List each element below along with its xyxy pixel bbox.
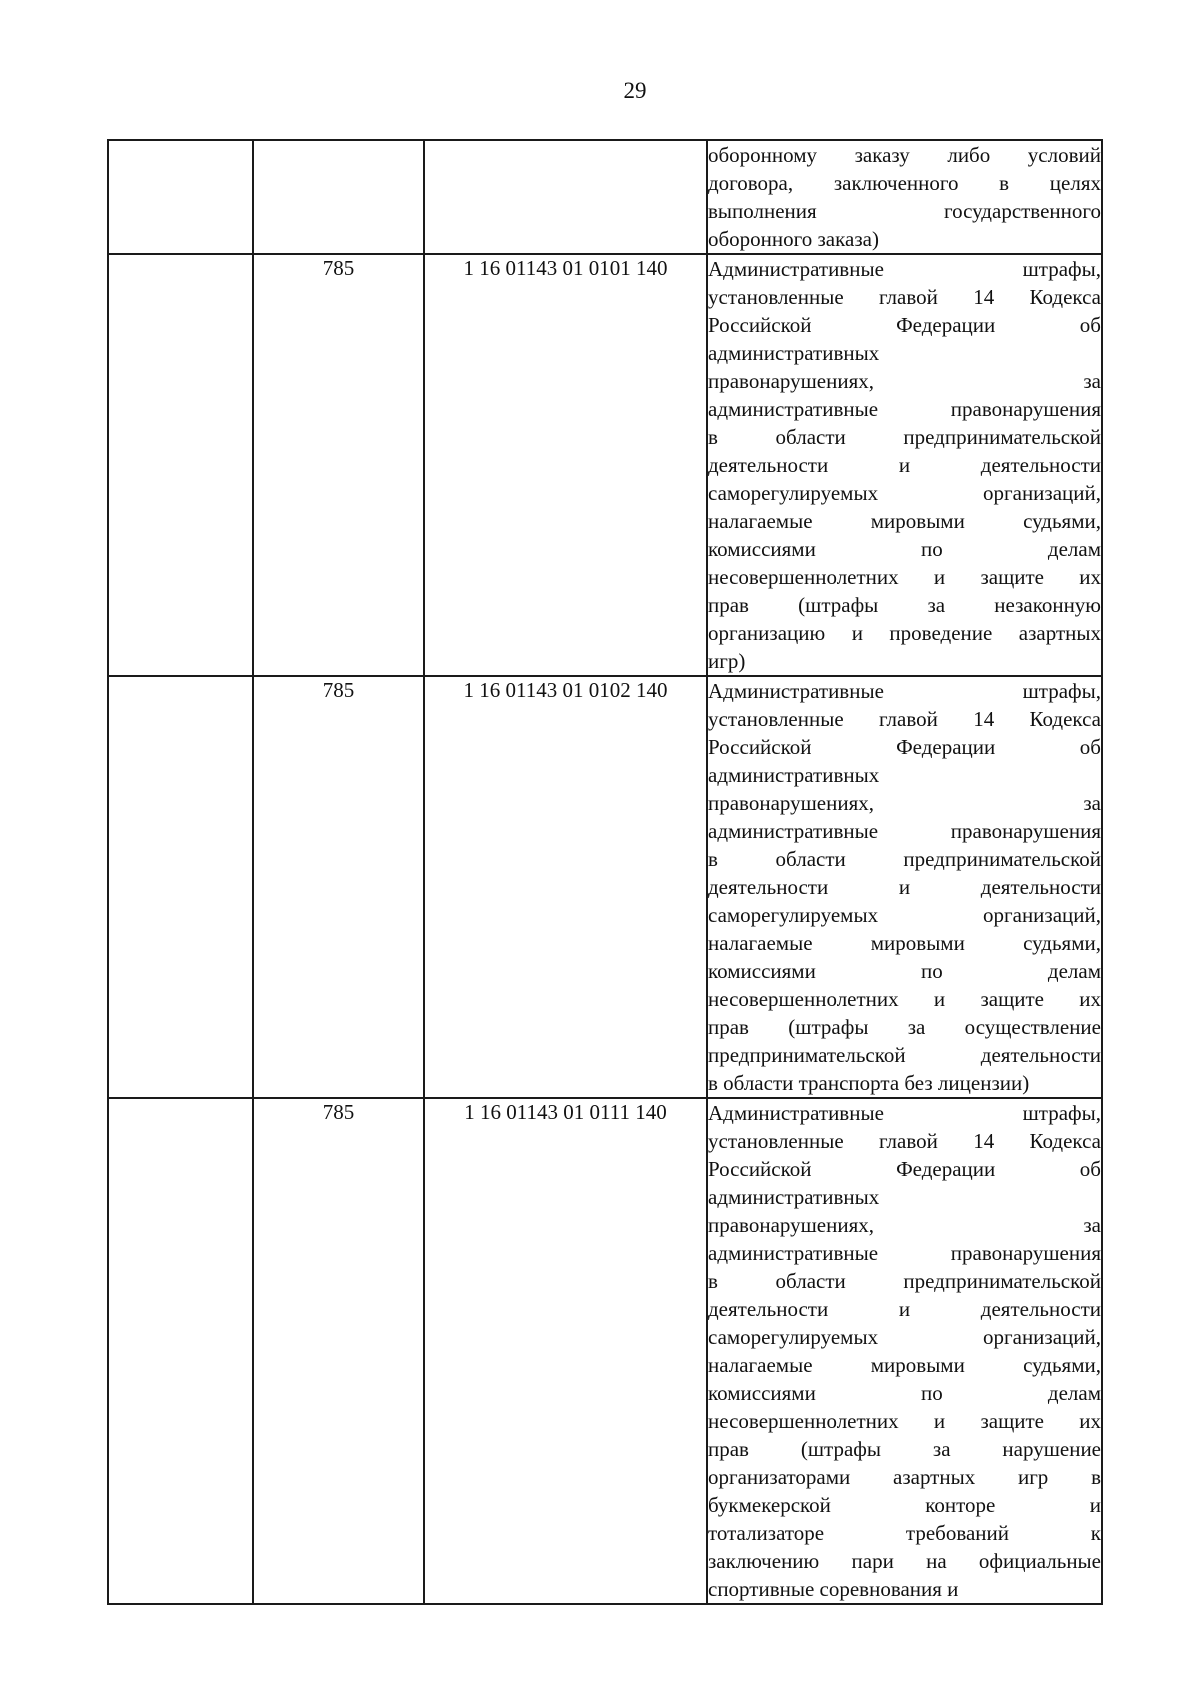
description-line: выполнения государственного [708,199,1101,223]
description-line: организацию и проведение азартных [708,621,1101,645]
description-line: договора, заключенного в целях [708,171,1101,195]
description-line: Российской Федерации об [708,1157,1101,1181]
description-line: саморегулируемых организаций, [708,1325,1101,1349]
description-line: деятельности и деятельности [708,875,1101,899]
admin-code-cell: 785 [253,676,424,1098]
empty-cell [108,676,253,1098]
description-line: в области предпринимательской [708,1269,1101,1293]
description-cell [707,676,1102,1098]
description-cell [707,254,1102,676]
description-line: административные правонарушения [708,819,1101,843]
description-line: Административные штрафы, [708,679,1101,703]
description-line: прав (штрафы за нарушение [708,1437,1101,1461]
description-line: Административные штрафы, [708,257,1101,281]
description-line: налагаемые мировыми судьями, [708,509,1101,533]
description-line: прав (штрафы за осуществление [708,1015,1101,1039]
description-line: предпринимательской деятельности [708,1043,1101,1067]
revenue-code-cell: 1 16 01143 01 0111 140 [424,1098,707,1604]
description-line: спортивные соревнования и [708,1577,959,1601]
description-line: правонарушениях, за [708,791,1101,815]
description-cell [707,140,1102,254]
description-line: игр) [708,649,746,673]
description-line: букмекерской конторе и [708,1493,1101,1517]
table-row [108,1098,1102,1604]
description-line: оборонному заказу либо условий [708,143,1101,167]
empty-cell [108,254,253,676]
description-line: административных [708,1185,880,1209]
table-body [108,140,1102,1604]
description-line: тотализаторе требований к [708,1521,1101,1545]
description-line: административные правонарушения [708,1241,1101,1265]
description-line: установленные главой 14 Кодекса [708,1129,1101,1153]
table-row [108,140,1102,254]
description-cell [707,1098,1102,1604]
description-line: оборонного заказа) [708,227,879,251]
empty-cell [108,1098,253,1604]
description-line: установленные главой 14 Кодекса [708,707,1101,731]
description-line: налагаемые мировыми судьями, [708,1353,1101,1377]
description-line: в области предпринимательской [708,847,1101,871]
description-line: Российской Федерации об [708,735,1101,759]
page-number: 29 [623,78,647,103]
description-line: деятельности и деятельности [708,1297,1101,1321]
description-line: установленные главой 14 Кодекса [708,285,1101,309]
description-line: комиссиями по делам [708,537,1101,561]
description-line: в области транспорта без лицензии) [708,1071,1030,1095]
description-line: административных [708,763,880,787]
revenue-code-cell: 1 16 01143 01 0101 140 [424,254,707,676]
description-line: несовершеннолетних и защите их [708,1409,1101,1433]
budget-classification-table [107,139,1103,1605]
description-line: Административные штрафы, [708,1101,1101,1125]
description-line: правонарушениях, за [708,1213,1101,1237]
description-line: комиссиями по делам [708,959,1101,983]
description-line: заключению пари на официальные [708,1549,1101,1573]
description-line: административных [708,341,880,365]
description-line: несовершеннолетних и защите их [708,987,1101,1011]
description-line: организаторами азартных игр в [708,1465,1101,1489]
revenue-code-cell [424,140,707,254]
description-line: несовершеннолетних и защите их [708,565,1101,589]
description-line: саморегулируемых организаций, [708,481,1101,505]
description-line: Российской Федерации об [708,313,1101,337]
description-line: саморегулируемых организаций, [708,903,1101,927]
table-row [108,254,1102,676]
admin-code-cell: 785 [253,254,424,676]
admin-code-cell: 785 [253,1098,424,1604]
description-line: деятельности и деятельности [708,453,1101,477]
description-line: в области предпринимательской [708,425,1101,449]
description-line: налагаемые мировыми судьями, [708,931,1101,955]
revenue-code-cell: 1 16 01143 01 0102 140 [424,676,707,1098]
description-line: прав (штрафы за незаконную [708,593,1101,617]
description-line: правонарушениях, за [708,369,1101,393]
table-row [108,676,1102,1098]
admin-code-cell [253,140,424,254]
description-line: комиссиями по делам [708,1381,1101,1405]
description-line: административные правонарушения [708,397,1101,421]
empty-cell [108,140,253,254]
